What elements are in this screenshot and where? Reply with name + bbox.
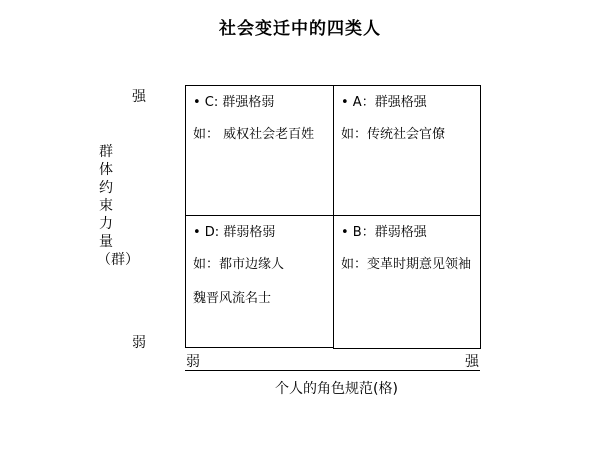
quadrant-b-title: • B：群弱格强	[341, 225, 427, 240]
quadrant-c-example: 如： 威权社会老百姓	[193, 127, 315, 142]
quadrant-d	[185, 215, 334, 348]
quadrant-d-example-2: 魏晋风流名士	[193, 291, 272, 306]
x-tick-strong: 强	[465, 354, 479, 370]
quadrant-d-title: • D: 群弱格弱	[193, 225, 276, 240]
diagram-title: 社会变迁中的四类人	[219, 19, 381, 39]
quadrant-a	[333, 85, 481, 216]
quadrant-b-example: 如：变革时期意见领袖	[341, 257, 472, 272]
y-tick-strong: 强	[132, 89, 146, 105]
quadrant-b	[333, 215, 481, 349]
x-tick-weak: 弱	[186, 354, 200, 370]
quadrant-a-title: • A：群强格强	[341, 95, 427, 110]
x-axis-line	[185, 370, 480, 371]
x-axis-label: 个人的角色规范(格)	[275, 381, 398, 397]
quadrant-a-example: 如：传统社会官僚	[341, 127, 446, 142]
y-tick-weak: 弱	[132, 335, 146, 351]
y-axis-label: 群体约束力量（群）	[97, 144, 139, 268]
quadrant-c-title: • C: 群强格弱	[193, 95, 275, 110]
quadrant-d-example: 如：都市边缘人	[193, 257, 285, 272]
quadrant-c	[185, 85, 334, 216]
